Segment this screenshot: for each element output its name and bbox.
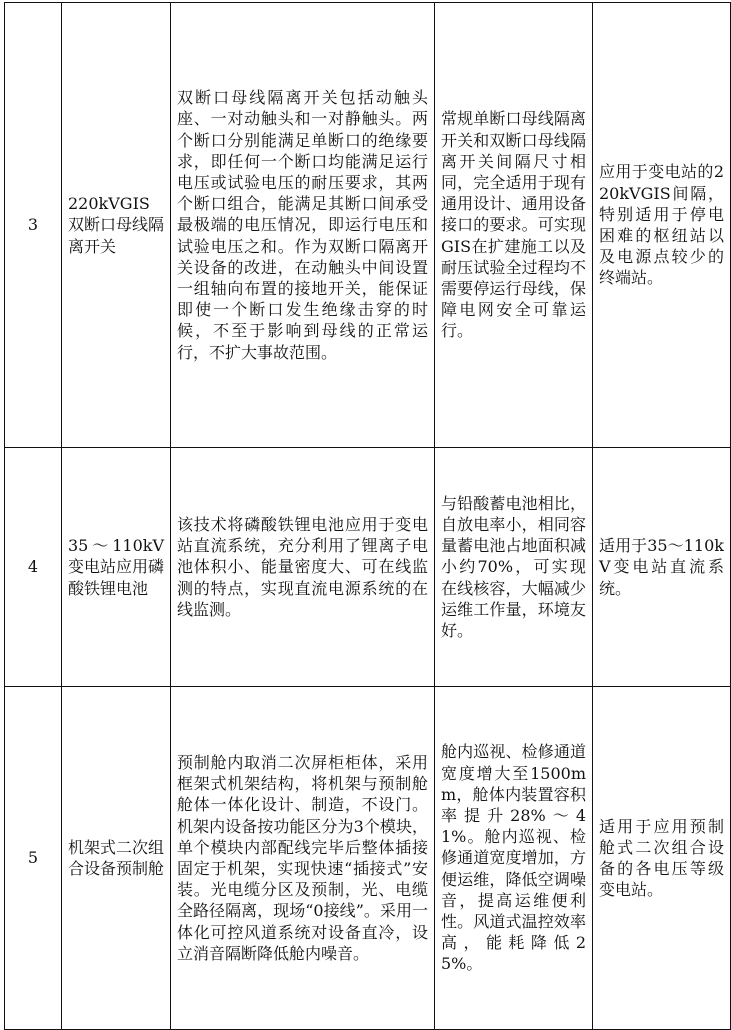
- application-scope-cell: [593, 3, 731, 448]
- technology-name-cell: [62, 3, 171, 448]
- row-number: 3: [27, 215, 39, 235]
- technology-description: 双断口母线隔离开关包括动触头座、一对动触头和一对静触头。两个断口分别能满足单断口的绝缘要求，即任何一个断口均能满足运行电压或试验电压的耐压要求，其两个断口组合，能满足其断口间承受最极端的电压情况，即运行电压和试验电压之和。作为双断口隔离开关设备的改进，在动触头中间设置一组轴向布置的接地开关，能保证即使一个断口发生绝缘击穿的时候，不至于影响到母线的正常运行，不扩大事故范围。: [177, 88, 428, 362]
- row-number-cell: [5, 687, 62, 1030]
- row-number: 4: [27, 557, 39, 577]
- technology-advantage-cell: [435, 687, 593, 1030]
- row-number: 5: [27, 848, 39, 868]
- application-scope: 适用于35～110kV变电站直流系统。: [599, 536, 724, 598]
- technology-name: 机架式二次组合设备预制舱: [68, 837, 165, 878]
- technology-advantage-cell: [435, 3, 593, 448]
- technology-description: 该技术将磷酸铁锂电池应用于变电站直流系统，充分利用了锂离子电池体积小、能量密度大、可在线监测的特点，实现直流电源系统的在线监测。: [177, 514, 428, 619]
- technology-description-cell: [171, 448, 435, 687]
- table-row: [5, 448, 731, 687]
- application-scope: 适用于应用预制舱式二次组合设备的各电压等级变电站。: [599, 816, 724, 900]
- technology-advantage: 舱内巡视、检修通道宽度增大至1500mm，舱体内装置容积率提升28%～41%。舱内巡视、检修通道宽度增加，方便运维，降低空调噪音，提高运维便利性。风道式温控效率高，能耗降低25%。: [441, 742, 586, 974]
- technology-advantage-cell: [435, 448, 593, 687]
- technology-table: [4, 2, 731, 1030]
- technology-advantage: 与铅酸蓄电池相比，自放电率小，相同容量蓄电池占地面积减小约70%，可实现在线核容，大幅减少运维工作量，环境友好。: [441, 493, 586, 640]
- technology-name-cell: [62, 687, 171, 1030]
- application-scope: 应用于变电站的220kVGIS间隔，特别适用于停电困难的枢纽站以及电源点较少的终端站。: [599, 162, 724, 288]
- table-row: [5, 687, 731, 1030]
- technology-name: 35～110kV变电站应用磷酸铁锂电池: [68, 536, 165, 598]
- technology-name: 220kVGIS双断口母线隔离开关: [68, 194, 165, 256]
- technology-name-cell: [62, 448, 171, 687]
- application-scope-cell: [593, 448, 731, 687]
- technology-description-cell: [171, 3, 435, 448]
- technology-description-cell: [171, 687, 435, 1030]
- technology-advantage: 常规单断口母线隔离开关和双断口母线隔离开关间隔尺寸相同，完全适用于现有通用设计、通用设备接口的要求。可实现GIS在扩建施工以及耐压试验全过程均不需要停运行母线，保障电网安全可靠运行。: [441, 109, 586, 341]
- table-row: [5, 3, 731, 448]
- row-number-cell: [5, 448, 62, 687]
- row-number-cell: [5, 3, 62, 448]
- application-scope-cell: [593, 687, 731, 1030]
- technology-description: 预制舱内取消二次屏柜柜体，采用框架式机架结构，将机架与预制舱舱体一体化设计、制造，不设门。机架内设备按功能区分为3个模块，单个模块内部配线完毕后整体插接固定于机架，实现快速“插接式”安装。光电缆分区及预制，光、电缆全路径隔离，现场“0接线”。采用一体化可控风道系统对设备直冷，设立消音隔断降低舱内噪音。: [177, 752, 428, 963]
